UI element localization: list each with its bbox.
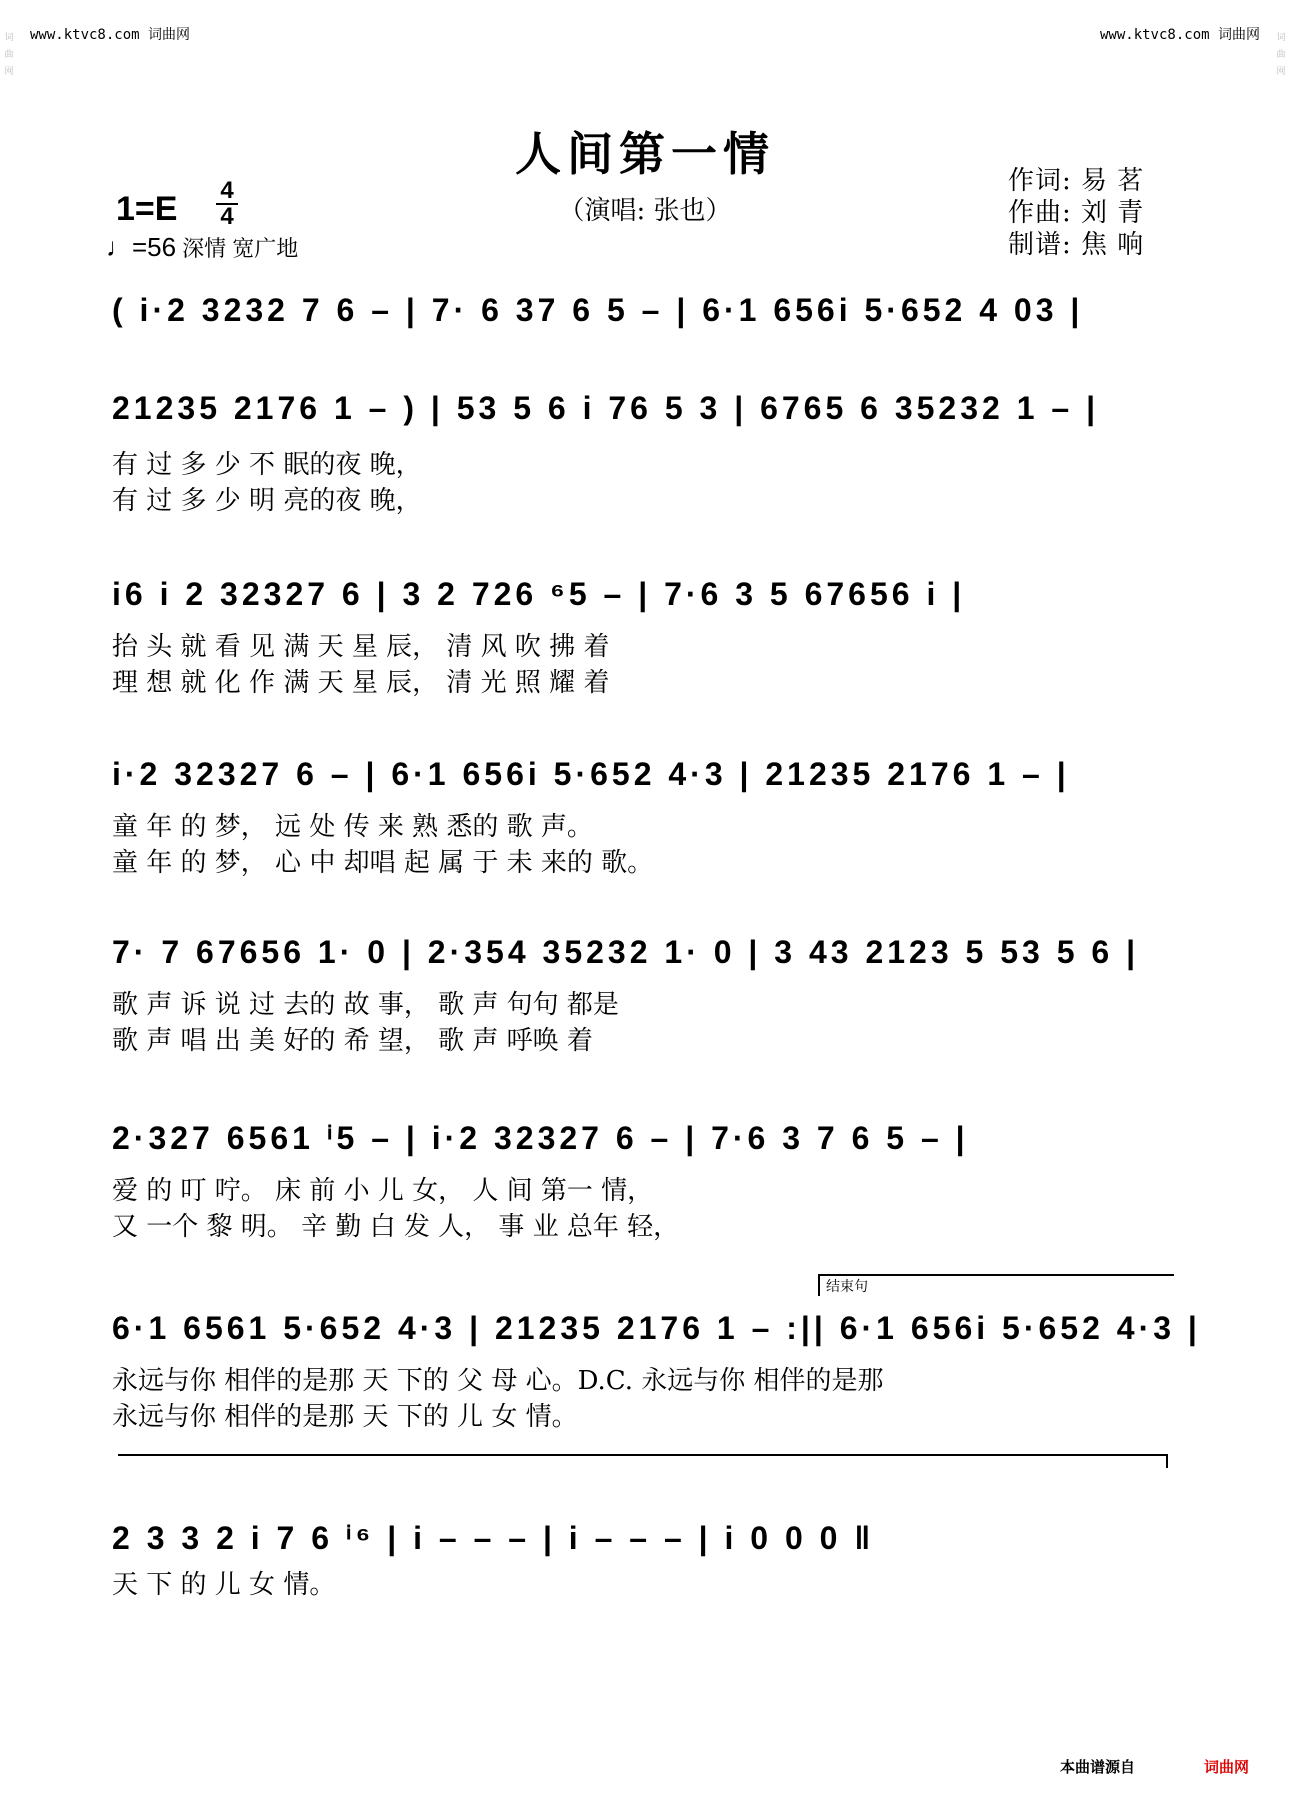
lyric-line-3-verse-1: 抬 头 就 看 见 满 天 星 辰， 清 风 吹 拂 着 [112,632,610,662]
notation-line-3: i6 i 2 32327 6 | 3 2 726 ⁶5 – | 7·6 3 5 67656 i | [112,576,966,612]
lyric-line-4-verse-1: 童 年 的 梦， 远 处 传 来 熟 悉的 歌 声。 [112,812,593,842]
lyric-line-4-verse-2: 童 年 的 梦， 心 中 却唱 起 属 于 未 来的 歌。 [112,848,654,878]
notation-line-4: i·2 32327 6 – | 6·1 656i 5·652 4·3 | 21235 2176 1 – | [112,756,1070,792]
coda-bracket [118,1454,1168,1468]
lyric-line-7-verse-2: 永远与你 相伴的是那 天 下的 儿 女 情。 [112,1402,578,1432]
song-title: 人间第一情 [515,127,775,181]
lyric-line-5-verse-2: 歌 声 唱 出 美 好的 希 望， 歌 声 呼唤 着 [112,1026,593,1056]
time-signature-top: 4 [220,177,234,204]
footer-brand[interactable]: 词曲网 [1204,1758,1250,1776]
key-signature: 1=E [116,190,178,228]
singer-credit: （演唱: 张也） [558,196,732,226]
footer-source: 本曲谱源自 [1060,1758,1136,1776]
notation-line-1: ( i·2 3232 7 6 – | 7· 6 37 6 5 – | 6·1 656i 5·652 4 03 | [112,292,1084,328]
score-line-1 [112,290,1182,360]
site-url-right: www.ktvc8.com 词曲网 [1099,27,1260,43]
lyric-line-6-verse-2: 又 一个 黎 明。 辛 勤 白 发 人， 事 业 总年 轻， [112,1212,680,1242]
notation-line-6: 2·327 6561 ⁱ5 – | i·2 32327 6 – | 7·6 3 7 6 5 – | [112,1120,969,1156]
side-watermark-right: 词曲网 [1276,33,1286,77]
score-line-8 [112,1518,1182,1600]
site-url-left: www.ktvc8.com 词曲网 [30,27,191,43]
lyric-line-2-verse-1: 有 过 多 少 不 眠的夜 晚， [112,450,422,480]
time-signature [214,177,240,230]
lyricist-credit: 作词: 易 茗 [1008,166,1145,196]
score-line-6 [112,1118,1182,1242]
tempo-marking [106,232,298,263]
arranger-credit: 制谱: 焦 响 [1008,230,1145,260]
time-signature-bottom: 4 [220,203,234,230]
notation-line-8: 2 3 3 2 i 7 6 ⁱ⁶ | i – – – | i – – – | i 0 0 0 ‖ [112,1520,875,1556]
lyric-line-2-verse-2: 有 过 多 少 明 亮的夜 晚， [112,486,422,516]
notation-line-7: 6·1 6561 5·652 4·3 | 21235 2176 1 – :|| 6·1 656i 5·652 4·3 | [112,1310,1201,1346]
lyric-line-7-verse-1: 永远与你 相伴的是那 天 下的 父 母 心。D.C. 永远与你 相伴的是那 [112,1366,884,1396]
score-line-2 [112,388,1182,516]
lyric-line-3-verse-2: 理 想 就 化 作 满 天 星 辰， 清 光 照 耀 着 [112,668,610,698]
score-line-3 [112,574,1182,698]
ending-bracket [818,1274,1174,1296]
lyric-line-6-verse-1: 爱 的 叮 咛。 床 前 小 儿 女， 人 间 第一 情， [112,1176,654,1206]
notation-line-2: 21235 2176 1 – ) | 53 5 6 i 76 5 3 | 6765 6 35232 1 – | [112,390,1100,426]
composer-credit: 作曲: 刘 青 [1008,198,1145,228]
tempo-style: 深情 宽广地 [182,236,299,261]
tempo-value: ♩=56 [106,232,177,262]
ending-label: 结束句 [826,1279,868,1295]
side-watermark-left: 词曲网 [4,33,14,77]
lyric-line-5-verse-1: 歌 声 诉 说 过 去的 故 事， 歌 声 句句 都是 [112,990,619,1020]
notation-line-5: 7· 7 67656 1· 0 | 2·354 35232 1· 0 | 3 43 2123 5 53 5 6 | [112,934,1140,970]
lyric-line-8-verse-1: 天 下 的 儿 女 情。 [112,1570,336,1600]
score-line-4 [112,754,1182,878]
score-line-5 [112,932,1182,1056]
score-line-7 [112,1308,1201,1432]
